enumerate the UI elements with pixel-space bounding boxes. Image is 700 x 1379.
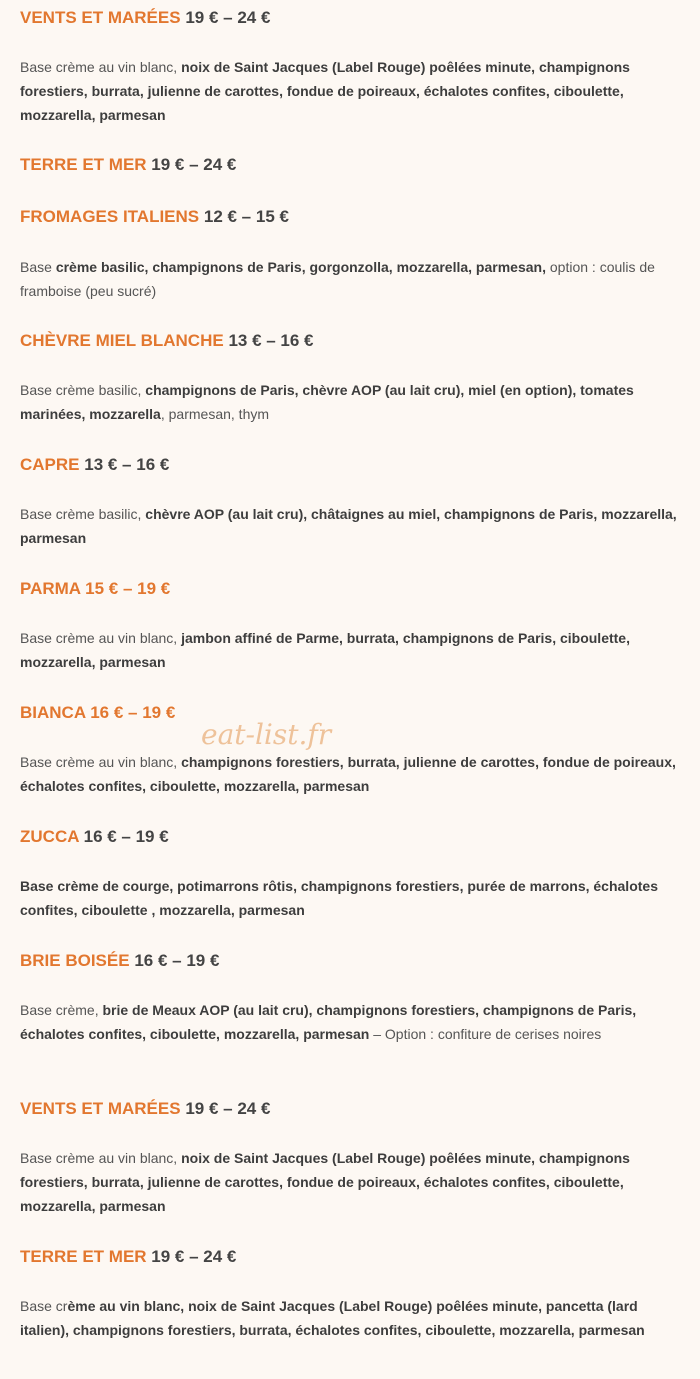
item-price: 12 € – 15 € bbox=[203, 207, 289, 226]
item-title bbox=[20, 1097, 680, 1121]
description-bold-text: crème basilic, champignons de Paris, gorgonzolla, mozzarella, parmesan, bbox=[55, 259, 546, 275]
item-description bbox=[20, 502, 680, 550]
item-price: 13 € – 16 € bbox=[228, 331, 314, 350]
menu-item bbox=[20, 949, 680, 973]
watermark: eat-list.fr bbox=[201, 718, 332, 751]
menu-item bbox=[20, 153, 680, 177]
item-title bbox=[20, 329, 680, 353]
item-title bbox=[20, 1245, 680, 1269]
item-name: CAPRE bbox=[20, 455, 80, 474]
item-price: 19 € – 24 € bbox=[185, 8, 271, 27]
menu-item bbox=[20, 1245, 680, 1269]
menu-item bbox=[20, 329, 680, 353]
item-title bbox=[20, 949, 680, 973]
menu-item bbox=[20, 1097, 680, 1121]
item-description bbox=[20, 378, 680, 426]
item-name: PARMA 15 € – 19 € bbox=[20, 579, 171, 598]
menu-item bbox=[20, 453, 680, 477]
description-bold-text: Base crème de courge, potimarrons rôtis, champignons forestiers, purée de marrons, échalotes confites, ciboulette , mozzarella, parmesan bbox=[20, 878, 658, 918]
description-text: Base crème au vin blanc, bbox=[20, 59, 182, 75]
description-text: , parmesan, thym bbox=[160, 406, 270, 422]
item-title bbox=[20, 825, 680, 849]
menu-item bbox=[20, 825, 680, 849]
item-title bbox=[20, 205, 680, 229]
item-name: VENTS ET MARÉES bbox=[20, 1099, 181, 1118]
item-name: FROMAGES ITALIENS bbox=[20, 207, 200, 226]
item-price: 19 € – 24 € bbox=[151, 155, 237, 174]
item-title bbox=[20, 453, 680, 477]
description-bold-text: champignons de Paris, chèvre AOP (au lait cru), miel (en option), tomates marinées, mozzarella bbox=[20, 382, 634, 422]
item-description bbox=[20, 874, 680, 922]
menu-item bbox=[20, 6, 680, 30]
description-text: Base crème basilic, bbox=[20, 506, 146, 522]
description-bold-text: chèvre AOP (au lait cru), châtaignes au miel, champignons de Paris, mozzarella, parmesan bbox=[20, 506, 677, 546]
description-bold-text: jambon affiné de Parme, burrata, champignons de Paris, ciboulette, mozzarella, parmesan bbox=[20, 630, 630, 670]
description-text: Base bbox=[20, 259, 56, 275]
description-text: Base crème au vin blanc, bbox=[20, 1150, 182, 1166]
item-title bbox=[20, 153, 680, 177]
description-text: Base crème au vin blanc, bbox=[20, 630, 182, 646]
description-text: Base crème basilic, bbox=[20, 382, 146, 398]
description-text: Base cr bbox=[20, 1298, 68, 1314]
item-name: VENTS ET MARÉES bbox=[20, 8, 181, 27]
description-bold-text: noix de Saint Jacques (Label Rouge) poêlées minute, champignons forestiers, burrata, julienne de carottes, fondue de poireaux, échalotes confites, ciboulette, mozzarella, parmesan bbox=[20, 1150, 630, 1214]
item-price: 16 € – 19 € bbox=[134, 951, 220, 970]
description-bold-text: ème au vin blanc, noix de Saint Jacques (Label Rouge) poêlées minute, pancetta (lard italien), champignons forestiers, burrata, échalotes confites, ciboulette, mozzarella, parmesan bbox=[20, 1298, 645, 1338]
item-description bbox=[20, 626, 680, 674]
item-description bbox=[20, 255, 680, 303]
item-price: 19 € – 24 € bbox=[151, 1247, 237, 1266]
item-price: 13 € – 16 € bbox=[84, 455, 170, 474]
item-name: TERRE ET MER bbox=[20, 155, 147, 174]
menu-item bbox=[20, 577, 680, 601]
item-name: CHÈVRE MIEL BLANCHE bbox=[20, 331, 224, 350]
description-text: – Option : confiture de cerises noires bbox=[369, 1026, 602, 1042]
description-bold-text: noix de Saint Jacques (Label Rouge) poêlées minute, champignons forestiers, burrata, julienne de carottes, fondue de poireaux, échalotes confites, ciboulette, mozzarella, parmesan bbox=[20, 59, 630, 123]
item-price: 19 € – 24 € bbox=[185, 1099, 271, 1118]
description-text: Base crème au vin blanc, bbox=[20, 754, 182, 770]
item-title bbox=[20, 701, 680, 725]
item-title bbox=[20, 577, 680, 601]
item-description bbox=[20, 750, 680, 798]
item-description bbox=[20, 55, 680, 127]
description-text: option : coulis de framboise (peu sucré) bbox=[20, 259, 655, 299]
item-title bbox=[20, 6, 680, 30]
menu-item bbox=[20, 205, 680, 229]
item-name: TERRE ET MER bbox=[20, 1247, 147, 1266]
item-name: BRIE BOISÉE bbox=[20, 951, 130, 970]
item-description bbox=[20, 1146, 680, 1218]
item-name: BIANCA 16 € – 19 € bbox=[20, 703, 176, 722]
item-price: 16 € – 19 € bbox=[83, 827, 169, 846]
description-bold-text: brie de Meaux AOP (au lait cru), champignons forestiers, champignons de Paris, échalotes confites, ciboulette, mozzarella, parmesan bbox=[20, 1002, 637, 1042]
item-description bbox=[20, 1294, 680, 1342]
item-name: ZUCCA bbox=[20, 827, 79, 846]
description-text: Base crème, bbox=[20, 1002, 103, 1018]
description-bold-text: champignons forestiers, burrata, julienne de carottes, fondue de poireaux, échalotes confites, ciboulette, mozzarella, parmesan bbox=[20, 754, 676, 794]
menu-item bbox=[20, 701, 680, 725]
item-description bbox=[20, 998, 680, 1046]
